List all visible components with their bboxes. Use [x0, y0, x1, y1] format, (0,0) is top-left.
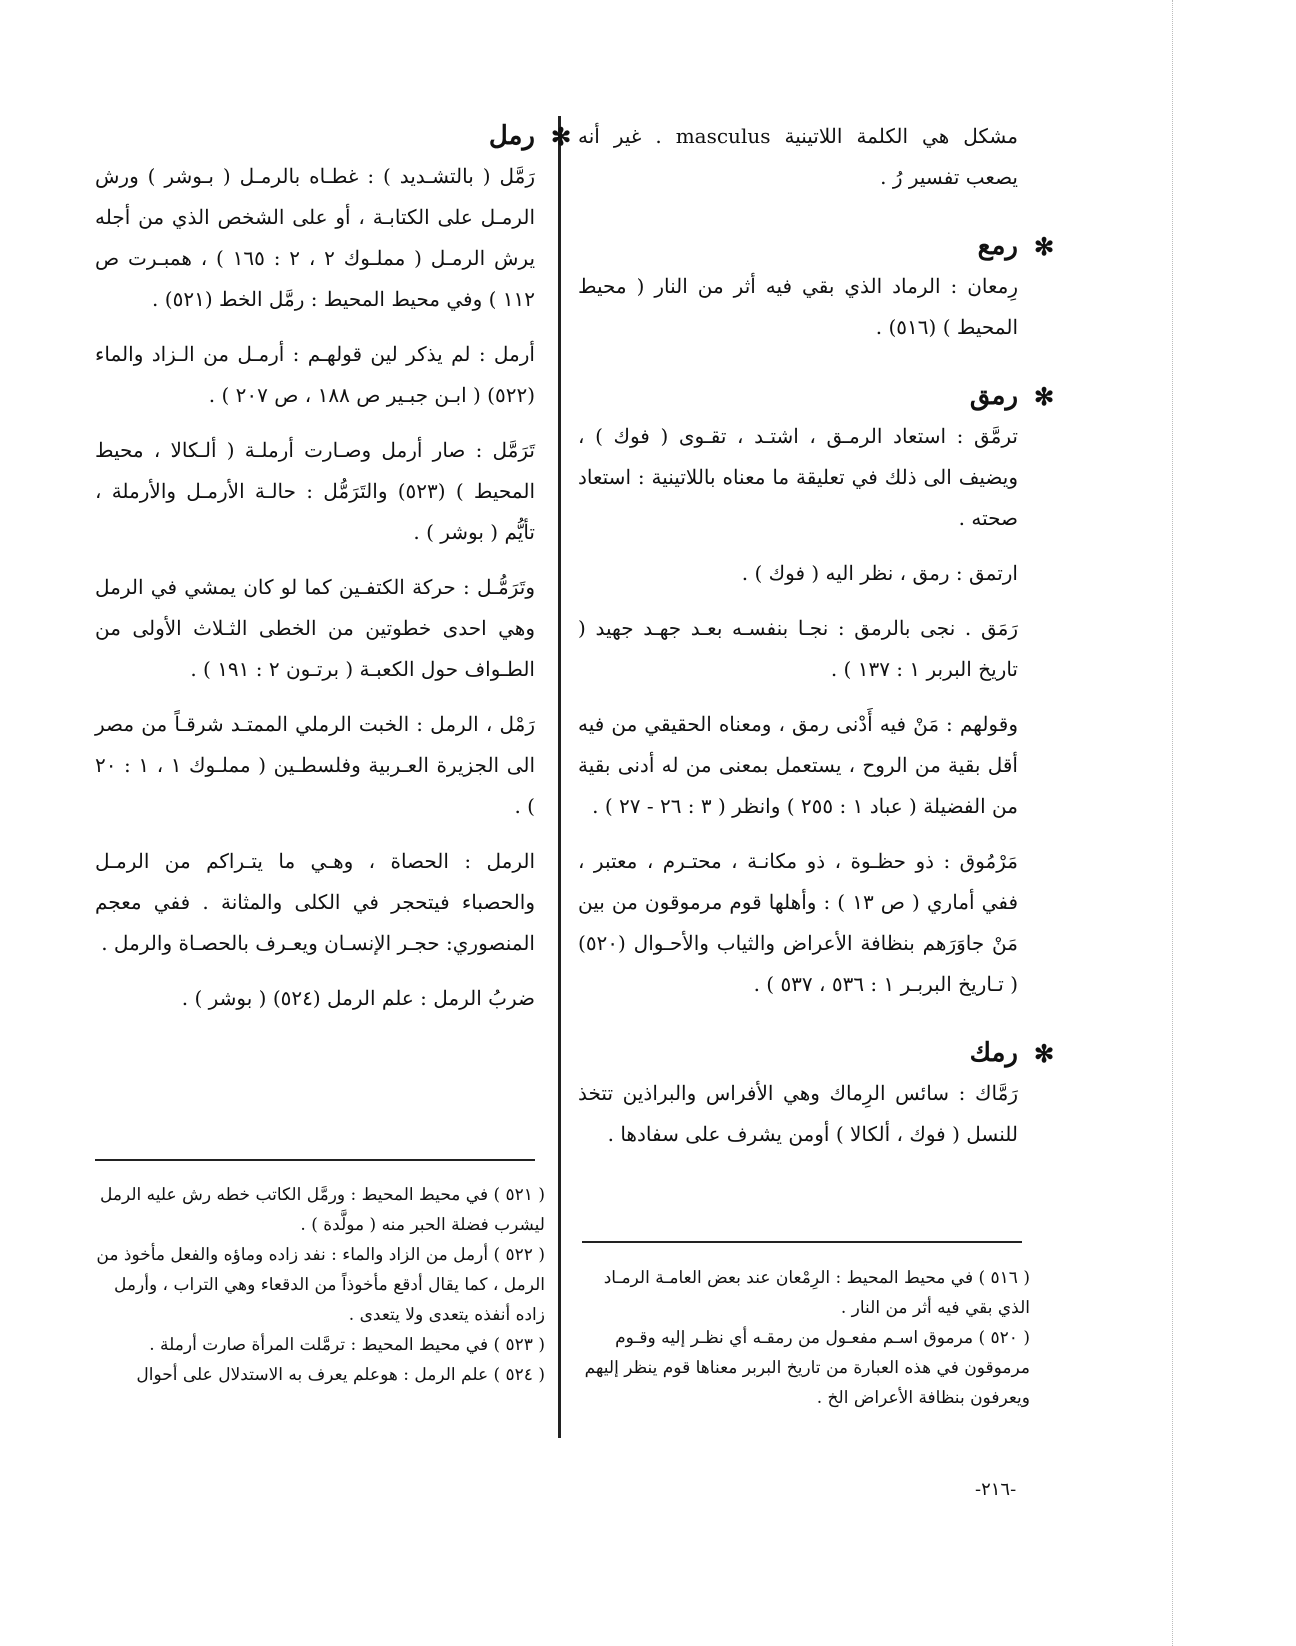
- scan-edge-line: [1172, 0, 1173, 1646]
- entry-paragraph: تَرَمَّل : صار أرمل وصـارت أرملـة ( ألـكالا ، محيط المحيط ) (٥٢٣) والتَرَمُّل : حالـة الأرمـل والأرملة ، تأيُّم ( بوشر ) .: [95, 438, 536, 544]
- entry-paragraph: أرمل : لم يذكر لين قولهـم : أرمـل من الـزاد والماء (٥٢٢) ( ابـن جبـير ص ١٨٨ ، ص ٢٠٧ ) .: [95, 342, 535, 407]
- entry-paragraph: رَمَق . نجى بالرمق : نجـا بنفسـه بعـد جهـد جهيد ( تاريخ البربر ١ : ١٣٧ ) .: [578, 616, 1018, 681]
- page-number: -٢١٦-: [975, 1479, 1017, 1500]
- entry-heading: [578, 376, 1056, 416]
- footnote: ( ٥٢٠ ) مرموق اسـم مفعـول من رمقـه أي نظـر إليه وقـوم مرموقون في هذه العبارة من تاريخ البربر معناها قوم ينظر إليهم ويعرفون بنظافة الأعراض الخ .: [584, 1328, 1030, 1408]
- column-divider: [558, 116, 561, 1438]
- entry-heading: [95, 116, 573, 156]
- entry-paragraph: وتَرَمُّـل : حركة الكتفـين كما لو كان يمشي في الرمل وهي احدى خطوتين من الخطى الثـلاث الأولى من الطـواف حول الكعبـة ( برتـون ٢ : ١٩١ ) .: [95, 575, 535, 681]
- footnotes-right: [575, 1263, 1030, 1413]
- entry-rml: [95, 116, 572, 1019]
- footnote-rule-right: [582, 1241, 1022, 1243]
- right-column: [578, 116, 1055, 1169]
- footnote: ( ٥٢٤ ) علم الرمل : هوعلم يعرف به الاستدلال على أحوال: [136, 1365, 545, 1385]
- asterisk-icon: ✻: [1033, 381, 1055, 411]
- entry-heading-text: رمل: [488, 121, 535, 151]
- entry-heading: [578, 1033, 1056, 1073]
- entry-heading-text: رمق: [969, 381, 1018, 411]
- footnote: ( ٥٢٢ ) أرمل من الزاد والماء : نفد زاده وماؤه والفعل مأخوذ من الرمل ، كما يقال أدقع مأخوذاً من الدقعاء وهي التراب ، وأرمل زاده أنفذه يتعدى ولا يتعدى .: [96, 1245, 545, 1325]
- asterisk-icon: ✻: [1033, 231, 1055, 261]
- entry-paragraph: مَرْمُوق : ذو حظـوة ، ذو مكانـة ، محتـرم ، معتبر ، ففي أماري ( ص ١٣ ) : وأهلها قوم مرموقون من بين مَنْ جاوَرَهم بنظافة الأعراض والثياب والأحـوال (٥٢٠) ( تـاريخ البربـر ١ : ٥٣٦ ، ٥٣٧ ) .: [578, 849, 1019, 996]
- footnotes-left: [95, 1180, 545, 1390]
- entry-paragraph: رَمَّل ( بالتشـديد ) : غطـاه بالرمـل ( بـوشر ) ورش الرمـل على الكتابـة ، أو على الشخص الذي من أجله يرش الرمـل ( مملـوك ٢ ، ٢ : ١٦٥ ) ، همبـرت ص ١١٢ ) وفي محيط المحيط : رمَّل الخط (٥٢١) .: [95, 164, 536, 311]
- footnote-rule-left: [95, 1159, 535, 1161]
- footnote: ( ٥٢١ ) في محيط المحيط : ورمَّل الكاتب خطه رش عليه الرمل ليشرب فضلة الحبر منه ( مولَّدة ) .: [100, 1185, 545, 1235]
- left-column: [95, 116, 572, 1033]
- asterisk-icon: ✻: [1033, 1038, 1055, 1068]
- entry-paragraph: ترمَّق : استعاد الرمـق ، اشتـد ، تقـوى ( فوك ) ، ويضيف الى ذلك في تعليقة ما معناه باللاتينية : استعاد صحته .: [578, 424, 1018, 530]
- entry-paragraph: رِمعان : الرماد الذي بقي فيه أثر من النار ( محيط المحيط ) (٥١٦) .: [578, 274, 1018, 339]
- entry-rmk: [578, 1033, 1055, 1155]
- asterisk-icon: ✻: [550, 121, 572, 151]
- entry-heading: [578, 226, 1056, 266]
- entry-paragraph: ضربُ الرمل : علم الرمل (٥٢٤) ( بوشر ) .: [181, 986, 535, 1010]
- entry-paragraph: وقولهم : مَنْ فيه أَدْنى رمق ، ومعناه الحقيقي من فيه أقل بقية من الروح ، يستعمل بمعنى من له أدنى بقية من الفضيلة ( عباد ١ : ٢٥٥ ) وانظر ( ٣ : ٢٦ - ٢٧ ) .: [578, 712, 1018, 818]
- entry-paragraph: رَمْل ، الرمل : الخبت الرملي الممتـد شرقـاً من مصر الى الجزيرة العـربية وفلسطـين ( مملـوك ١ ، ١ : ٢٠ ) .: [95, 712, 536, 818]
- entry-paragraph: الرمل : الحصاة ، وهـي ما يتـراكم من الرمـل والحصباء فيتحجر في الكلى والمثانة . ففي معجم المنصوري: حجـر الإنسـان ويعـرف بالحصـاة والرمل .: [95, 849, 535, 955]
- entry-paragraph: ارتمق : رمق ، نظر اليه ( فوك ) .: [741, 561, 1018, 585]
- entry-heading-text: رمع: [977, 231, 1018, 261]
- footnote: ( ٥١٦ ) في محيط المحيط : الرِمْعان عند بعض العامـة الرمـاد الذي بقي فيه أثر من النار .: [603, 1268, 1030, 1318]
- footnote: ( ٥٢٣ ) في محيط المحيط : ترمَّلت المرأة صارت أرملة .: [149, 1335, 545, 1355]
- entry-continuation: [578, 116, 1018, 198]
- entry-rmq: [578, 376, 1055, 1005]
- entry-heading-text: رمك: [969, 1038, 1018, 1068]
- entry-paragraph: مشكل هي الكلمة اللاتينية masculus . غير أنه يصعب تفسير رُ .: [578, 124, 1018, 189]
- entry-rm3: [578, 226, 1055, 348]
- entry-paragraph: رَمَّاك : سائس الرِماك وهي الأفراس والبراذين تتخذ للنسل ( فوك ، ألكالا ) أومن يشرف على سفادها .: [578, 1081, 1018, 1146]
